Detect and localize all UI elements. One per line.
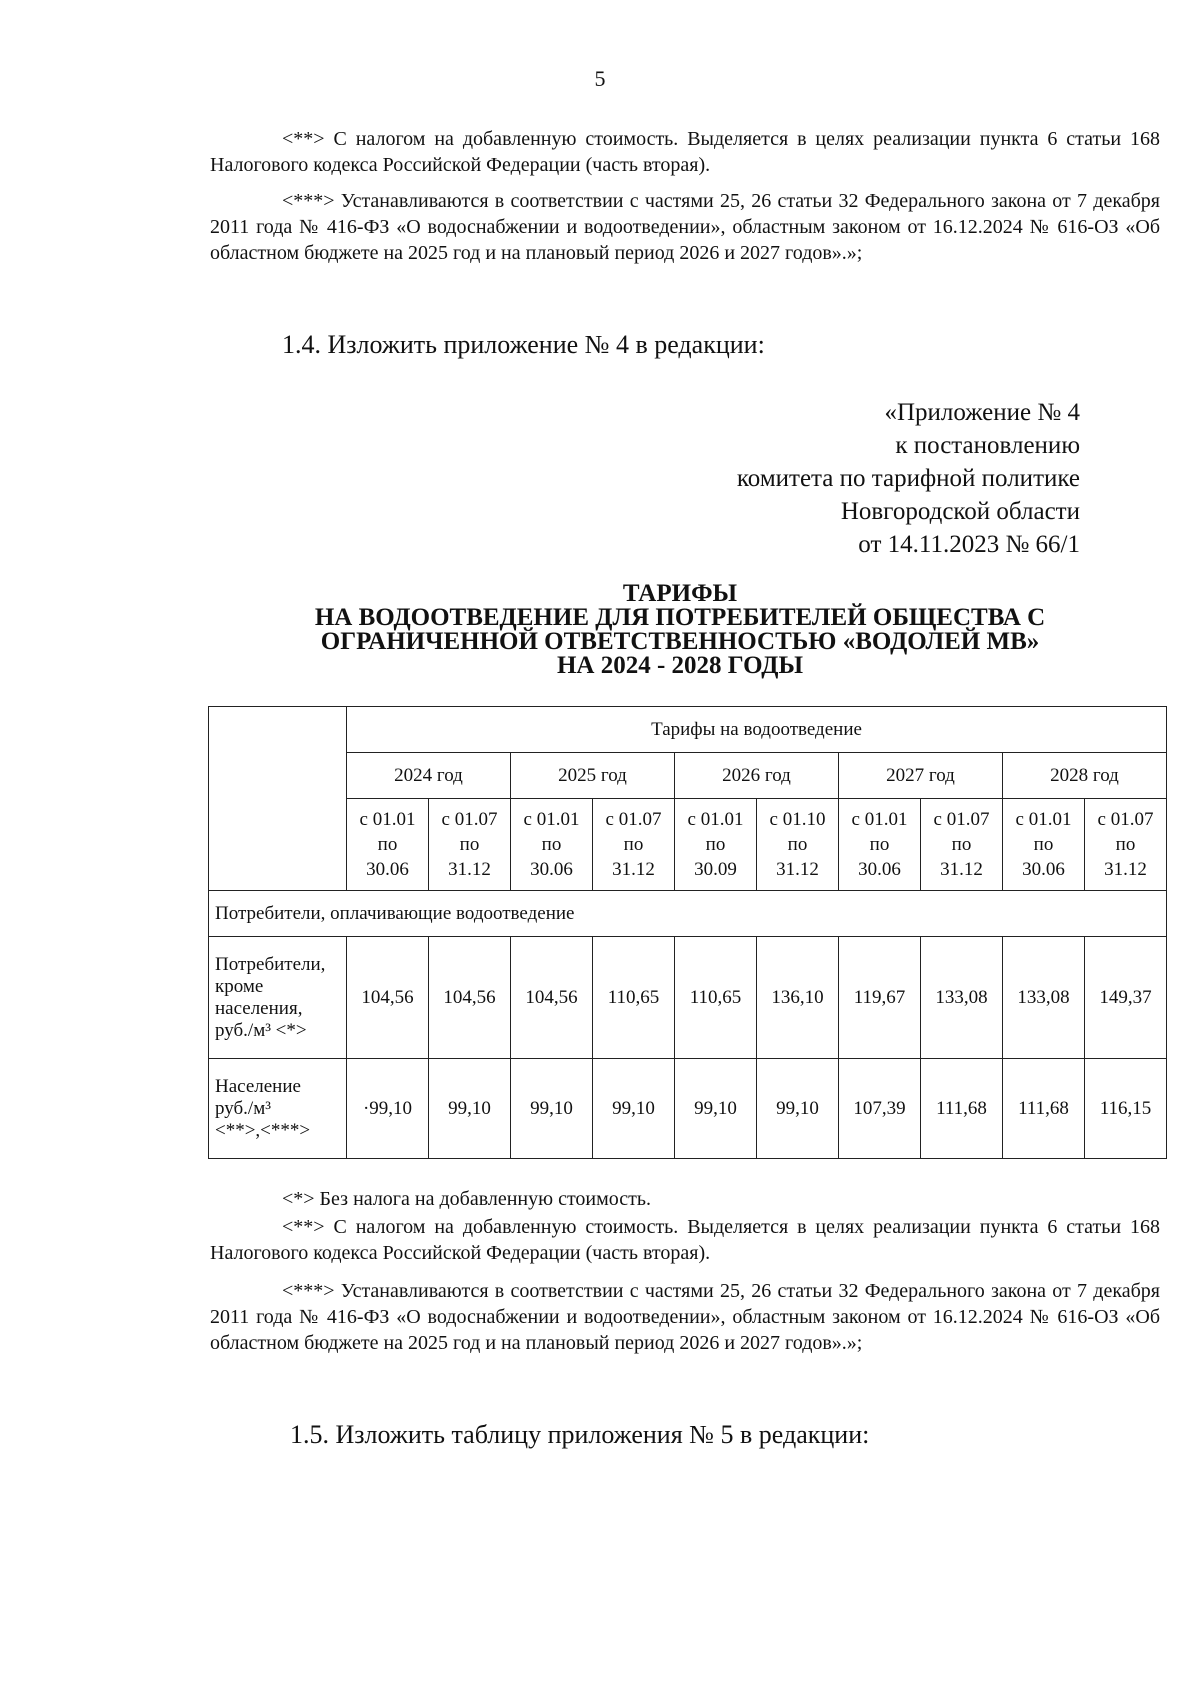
period-cell: с 01.01 по 30.09 xyxy=(675,799,757,891)
tariff-cell: 116,15 xyxy=(1085,1059,1167,1159)
table-row xyxy=(209,937,1167,1059)
group-label-row: Потребители, оплачивающие водоотведение xyxy=(209,891,1167,937)
tariff-cell: 99,10 xyxy=(675,1059,757,1159)
title-line-1: ТАРИФЫ xyxy=(622,580,738,607)
period-cell: с 01.10 по 31.12 xyxy=(757,799,839,891)
bottom-note-federal-law: <***> Устанавливаются в соответствии с частями 25, 26 статьи 32 Федерального закона от 7 декабря 2011 года № 416-ФЗ «О водоснабжении и водоотведении», областным законом от 16.12.2024 № 616-ОЗ «Об областном бюджете на 2025 год и на плановый период 2026 и 2027 годов».»; xyxy=(210,1280,1160,1354)
title-line-3: ОГРАНИЧЕННОЙ ОТВЕТСТВЕННОСТЬЮ «ВОДОЛЕЙ МВ» xyxy=(320,628,1040,655)
tariff-cell: 104,56 xyxy=(429,937,511,1059)
tariff-cell: 104,56 xyxy=(347,937,429,1059)
tariff-cell: 110,65 xyxy=(593,937,675,1059)
corner-cell xyxy=(209,707,347,891)
period-cell: с 01.07 по 31.12 xyxy=(593,799,675,891)
top-note-federal-law: <***> Устанавливаются в соответствии с частями 25, 26 статьи 32 Федерального закона от 7 декабря 2011 года № 416-ФЗ «О водоснабжении и водоотведении», областным законом от 16.12.2024 № 616-ОЗ «Об областном бюджете на 2025 год и на плановый период 2026 и 2027 годов».»; xyxy=(210,190,1160,264)
bottom-note-vat-included: <**> С налогом на добавленную стоимость. Выделяется в целях реализации пункта 6 статьи 168 Налогового кодекса Российской Федерации (часть вторая). xyxy=(210,1216,1160,1264)
row-label-non-residential: Потребители, кроме населения, руб./м³ <*> xyxy=(209,937,347,1059)
tariff-cell: ·99,10 xyxy=(347,1059,429,1159)
tariff-cell: 133,08 xyxy=(921,937,1003,1059)
table-row xyxy=(209,1059,1167,1159)
period-cell: с 01.01 по 30.06 xyxy=(347,799,429,891)
section-1-5: 1.5. Изложить таблицу приложения № 5 в редакции: xyxy=(290,1420,870,1449)
tariff-cell: 133,08 xyxy=(1003,937,1085,1059)
tariff-cell: 107,39 xyxy=(839,1059,921,1159)
bottom-note-no-vat: <*> Без налога на добавленную стоимость. xyxy=(282,1188,652,1210)
period-cell: с 01.01 по 30.06 xyxy=(839,799,921,891)
approval-line-2: к постановлению xyxy=(895,432,1080,459)
tariff-cell: 104,56 xyxy=(511,937,593,1059)
approval-line-5: от 14.11.2023 № 66/1 xyxy=(858,531,1080,558)
table-header: Тарифы на водоотведение xyxy=(347,707,1167,753)
approval-line-3: комитета по тарифной политике xyxy=(736,465,1080,492)
period-cell: с 01.07 по 31.12 xyxy=(1085,799,1167,891)
tariff-cell: 110,65 xyxy=(675,937,757,1059)
title-line-4: НА 2024 - 2028 ГОДЫ xyxy=(556,652,804,679)
year-2025: 2025 год xyxy=(511,753,675,799)
document-title xyxy=(180,582,1180,678)
approval-block xyxy=(737,396,1080,561)
period-cell: с 01.01 по 30.06 xyxy=(1003,799,1085,891)
section-1-4: 1.4. Изложить приложение № 4 в редакции: xyxy=(282,330,765,359)
approval-line-4: Новгородской области xyxy=(840,498,1080,525)
year-2024: 2024 год xyxy=(347,753,511,799)
tariff-cell: 119,67 xyxy=(839,937,921,1059)
tariff-cell: 99,10 xyxy=(511,1059,593,1159)
period-cell: с 01.07 по 31.12 xyxy=(921,799,1003,891)
page-number: 5 xyxy=(594,66,606,91)
tariff-cell: 149,37 xyxy=(1085,937,1167,1059)
top-note-vat-included: <**> С налогом на добавленную стоимость. Выделяется в целях реализации пункта 6 статьи 168 Налогового кодекса Российской Федерации (часть вторая). xyxy=(210,128,1160,176)
tariff-cell: 111,68 xyxy=(921,1059,1003,1159)
tariff-cell: 99,10 xyxy=(757,1059,839,1159)
row-label-population: Население руб./м³ <**>,<***> xyxy=(209,1059,347,1159)
tariff-cell: 99,10 xyxy=(593,1059,675,1159)
period-cell: с 01.07 по 31.12 xyxy=(429,799,511,891)
tariff-cell: 136,10 xyxy=(757,937,839,1059)
year-2028: 2028 год xyxy=(1003,753,1167,799)
tariffs-table xyxy=(208,706,1167,1159)
tariff-cell: 111,68 xyxy=(1003,1059,1085,1159)
approval-line-1: «Приложение № 4 xyxy=(884,399,1080,426)
tariff-cell: 99,10 xyxy=(429,1059,511,1159)
year-2026: 2026 год xyxy=(675,753,839,799)
title-line-2: НА ВОДООТВЕДЕНИЕ ДЛЯ ПОТРЕБИТЕЛЕЙ ОБЩЕСТВА С xyxy=(314,604,1046,631)
period-cell: с 01.01 по 30.06 xyxy=(511,799,593,891)
year-2027: 2027 год xyxy=(839,753,1003,799)
